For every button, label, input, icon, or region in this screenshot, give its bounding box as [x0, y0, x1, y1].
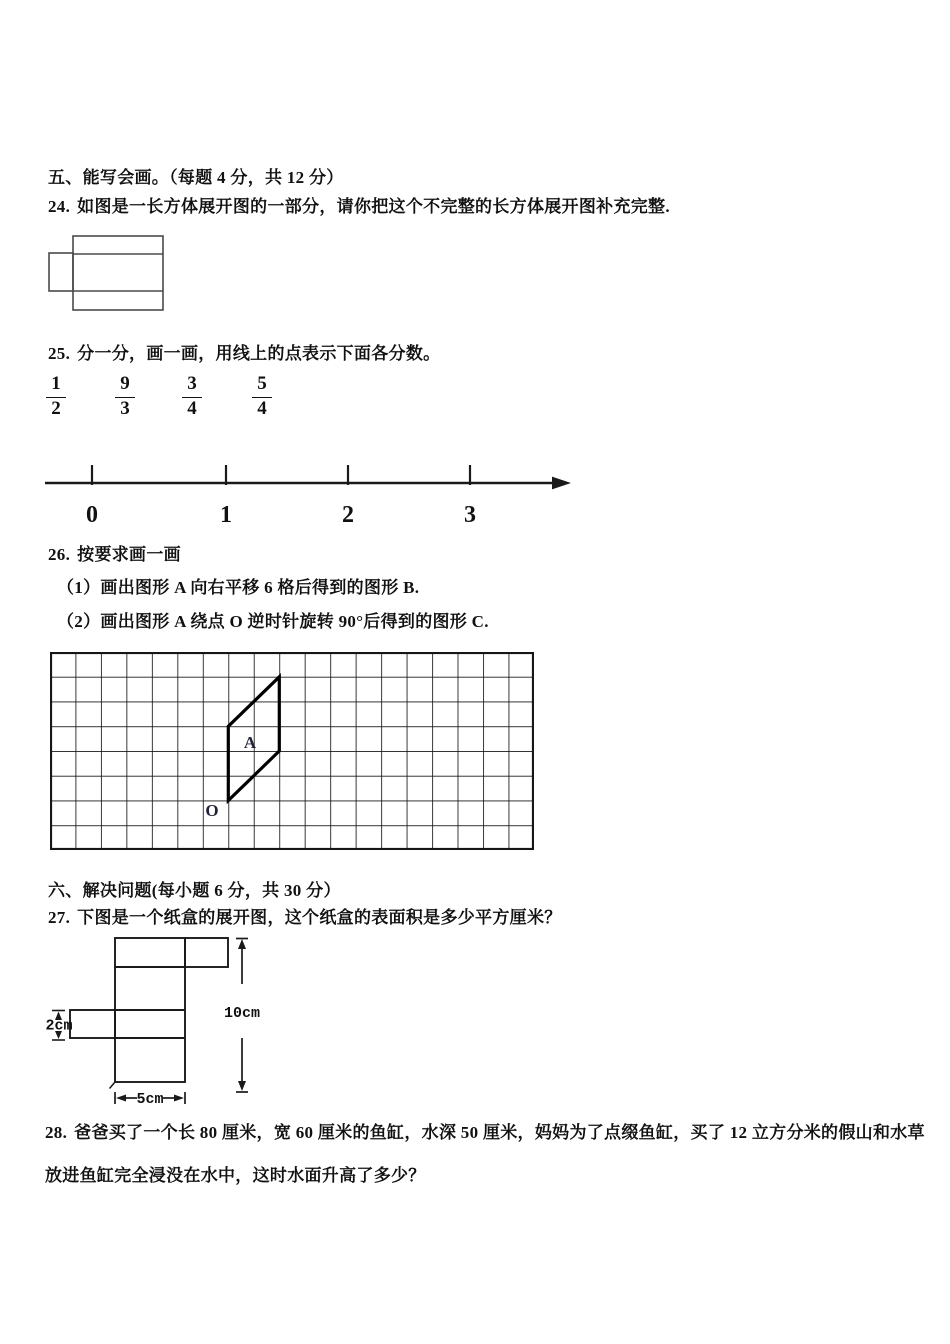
- fraction: [115, 374, 135, 419]
- arrow-right-icon: [174, 1095, 184, 1102]
- q26-sub1: （1）画出图形 A 向右平移 6 格后得到的图形 B.: [57, 578, 420, 597]
- fraction-numerator: 9: [115, 374, 135, 398]
- arrow-up-icon: [238, 939, 246, 949]
- q27-text: 下图是一个纸盒的展开图，这个纸盒的表面积是多少平方厘米？: [77, 908, 562, 927]
- fraction-numerator: 1: [46, 374, 66, 398]
- net-side-tab: [49, 253, 73, 291]
- number-line-tick-label: 2: [342, 502, 354, 528]
- q26-number: 26.: [48, 545, 71, 564]
- fraction: [182, 374, 202, 419]
- q25-line: [48, 339, 440, 364]
- q28-line1: [45, 1118, 925, 1143]
- net-top-flap: [185, 938, 228, 967]
- net-left-tab: [70, 1010, 115, 1038]
- section5-heading: 五、能写会画。（每题 4 分，共 12 分）: [48, 168, 344, 187]
- fraction-numerator: 3: [182, 374, 202, 398]
- arrow-right-icon: [552, 477, 571, 490]
- q25-number: 25.: [48, 344, 71, 363]
- grid-cells: [50, 652, 534, 850]
- q27-line: [48, 903, 562, 928]
- q26-sub2: （2）画出图形 A 绕点 O 逆时针旋转 90°后得到的图形 C.: [57, 612, 489, 631]
- q26-text: 按要求画一画: [77, 545, 181, 564]
- number-line-tick-label: 0: [86, 502, 98, 528]
- fraction: [252, 374, 272, 419]
- arrow-left-icon: [116, 1095, 126, 1102]
- q26-line: [48, 540, 181, 565]
- q28-line2: 放进鱼缸完全浸没在水中，这时水面升高了多少？: [45, 1166, 426, 1185]
- q27-box-net-figure: [40, 932, 290, 1112]
- q24-number: 24.: [48, 197, 71, 216]
- q27-number: 27.: [48, 908, 71, 927]
- q25-text: 分一分，画一画，用线上的点表示下面各分数。: [77, 344, 441, 363]
- q24-box-net-figure: [40, 228, 180, 323]
- arrow-down-icon: [238, 1081, 246, 1091]
- height-dimension-label: 10cm: [223, 1005, 261, 1022]
- q28-number: 28.: [45, 1123, 68, 1142]
- fraction-denominator: 2: [51, 397, 61, 419]
- point-o-label: O: [205, 801, 219, 820]
- q24-line: [48, 192, 670, 217]
- net-large-rect: [73, 236, 163, 310]
- fraction-denominator: 4: [187, 397, 197, 419]
- shape-a-label: A: [243, 733, 257, 752]
- fraction-denominator: 3: [120, 397, 130, 419]
- fraction-numerator: 5: [252, 374, 272, 398]
- fraction-denominator: 4: [257, 397, 267, 419]
- q26-grid-figure: [50, 652, 534, 850]
- number-line-figure: [40, 452, 585, 532]
- number-line-tick-label: 1: [220, 502, 232, 528]
- width-dimension-label: 5cm: [136, 1091, 164, 1108]
- fraction: [46, 374, 66, 419]
- q24-text: 如图是一长方体展开图的一部分，请你把这个不完整的长方体展开图补充完整.: [77, 197, 670, 216]
- q28-text-line1: 爸爸买了一个长 80 厘米，宽 60 厘米的鱼缸，水深 50 厘米，妈妈为了点缀鱼缸，买了 12 立方分米的假山和水草: [74, 1123, 925, 1142]
- tab-dimension-label: 2cm: [45, 1017, 73, 1035]
- section6-heading: 六、解决问题(每小题 6 分，共 30 分）: [48, 881, 341, 900]
- number-line-tick-label: 3: [464, 502, 476, 528]
